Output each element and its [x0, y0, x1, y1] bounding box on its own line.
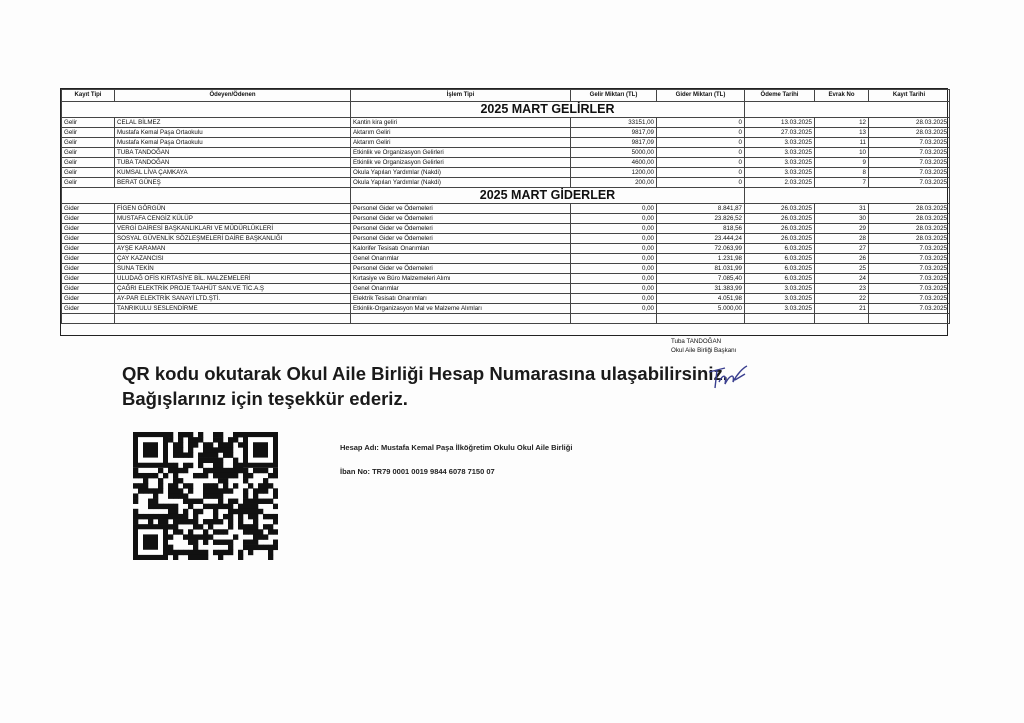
- cell-kind: Personel Gider ve Ödemeleri: [351, 234, 571, 244]
- cell-pay-date: 26.03.2025: [745, 224, 815, 234]
- cell-rec-date: 28.03.2025: [869, 118, 950, 128]
- cell-doc: 8: [815, 168, 869, 178]
- table-row: [62, 118, 950, 128]
- cell-expense: 7.085,40: [657, 274, 745, 284]
- cell-kind: Etkinlik ve Organizasyon Gelirleri: [351, 148, 571, 158]
- cell-doc: 27: [815, 244, 869, 254]
- cell-income: 0,00: [571, 304, 657, 314]
- cell-doc: 12: [815, 118, 869, 128]
- cell-pay-date: 3.03.2025: [745, 168, 815, 178]
- cell-income: 0,00: [571, 284, 657, 294]
- table-row: [62, 284, 950, 294]
- table-row: [62, 274, 950, 284]
- cell-income: 1200,00: [571, 168, 657, 178]
- col-header: Evrak No: [815, 90, 869, 102]
- cell-rec-date: 7.03.2025: [869, 304, 950, 314]
- table-row: [62, 128, 950, 138]
- section-title: 2025 MART GİDERLER: [351, 188, 745, 204]
- blank-cell: [745, 188, 950, 204]
- table-row: [62, 264, 950, 274]
- col-header: Gelir Miktarı (TL): [571, 90, 657, 102]
- qr-message-line2: Bağışlarınız için teşekkür ederiz.: [122, 388, 408, 409]
- cell-type: Gider: [62, 244, 115, 254]
- cell-type: Gider: [62, 274, 115, 284]
- blank-cell: [62, 314, 115, 324]
- cell-doc: 30: [815, 214, 869, 224]
- signer-name: Tuba TANDOĞAN: [671, 338, 722, 345]
- cell-income: 0,00: [571, 224, 657, 234]
- ledger-table-frame: [60, 88, 948, 336]
- cell-payer: Mustafa Kemal Paşa Ortaokulu: [115, 138, 351, 148]
- empty-row: [62, 314, 950, 324]
- cell-income: 33151,00: [571, 118, 657, 128]
- cell-income: 0,00: [571, 274, 657, 284]
- cell-pay-date: 26.03.2025: [745, 214, 815, 224]
- cell-payer: AYŞE KARAMAN: [115, 244, 351, 254]
- account-iban: İban No: TR79 0001 0019 9844 6078 7150 07: [340, 467, 495, 476]
- cell-type: Gider: [62, 284, 115, 294]
- cell-expense: 31.383,99: [657, 284, 745, 294]
- cell-rec-date: 7.03.2025: [869, 294, 950, 304]
- cell-expense: 0: [657, 148, 745, 158]
- cell-kind: Genel Onarımlar: [351, 254, 571, 264]
- cell-payer: TUBA TANDOĞAN: [115, 158, 351, 168]
- cell-expense: 0: [657, 158, 745, 168]
- cell-expense: 818,56: [657, 224, 745, 234]
- cell-doc: 29: [815, 224, 869, 234]
- section-title: 2025 MART GELİRLER: [351, 102, 745, 118]
- qr-code-icon[interactable]: [133, 432, 278, 560]
- cell-income: 0,00: [571, 234, 657, 244]
- qr-message-line1: QR kodu okutarak Okul Aile Birliği Hesap Numarasına ulaşabilirsiniz.: [122, 363, 728, 384]
- cell-income: 200,00: [571, 178, 657, 188]
- cell-rec-date: 7.03.2025: [869, 274, 950, 284]
- cell-pay-date: 26.03.2025: [745, 204, 815, 214]
- cell-pay-date: 3.03.2025: [745, 284, 815, 294]
- cell-rec-date: 7.03.2025: [869, 254, 950, 264]
- cell-expense: 72.063,99: [657, 244, 745, 254]
- cell-payer: MUSTAFA CENGİZ KÜLÜP: [115, 214, 351, 224]
- cell-expense: 5.000,00: [657, 304, 745, 314]
- cell-payer: VERGİ DAİRESİ BAŞKANLIKLARI VE MÜDÜRLÜKLERİ: [115, 224, 351, 234]
- cell-type: Gider: [62, 204, 115, 214]
- cell-rec-date: 7.03.2025: [869, 148, 950, 158]
- table-row: [62, 204, 950, 214]
- qr-message: [122, 361, 728, 411]
- cell-kind: Okula Yapılan Yardımlar (Nakdi): [351, 178, 571, 188]
- cell-type: Gelir: [62, 158, 115, 168]
- cell-rec-date: 7.03.2025: [869, 244, 950, 254]
- cell-kind: Kalorifer Tesisatı Onarımları: [351, 244, 571, 254]
- blank-cell: [657, 314, 745, 324]
- cell-kind: Etkinlik ve Organizasyon Gelirleri: [351, 158, 571, 168]
- cell-doc: 13: [815, 128, 869, 138]
- cell-type: Gider: [62, 254, 115, 264]
- cell-pay-date: 26.03.2025: [745, 234, 815, 244]
- cell-kind: Personel Gider ve Ödemeleri: [351, 214, 571, 224]
- cell-expense: 1.231,98: [657, 254, 745, 264]
- header-row: [62, 90, 950, 102]
- cell-expense: 0: [657, 128, 745, 138]
- table-row: [62, 234, 950, 244]
- cell-doc: 24: [815, 274, 869, 284]
- cell-income: 5000,00: [571, 148, 657, 158]
- account-name: Hesap Adı: Mustafa Kemal Paşa İlköğretim Okulu Okul Aile Birliği: [340, 443, 573, 452]
- col-header: İşlem Tipi: [351, 90, 571, 102]
- cell-kind: Aktarım Geliri: [351, 128, 571, 138]
- ledger-table: [61, 89, 950, 324]
- cell-pay-date: 3.03.2025: [745, 158, 815, 168]
- cell-kind: Genel Onarımlar: [351, 284, 571, 294]
- cell-type: Gider: [62, 234, 115, 244]
- cell-pay-date: 6.03.2025: [745, 274, 815, 284]
- cell-doc: 22: [815, 294, 869, 304]
- cell-doc: 9: [815, 158, 869, 168]
- cell-type: Gider: [62, 304, 115, 314]
- cell-pay-date: 3.03.2025: [745, 138, 815, 148]
- cell-doc: 11: [815, 138, 869, 148]
- cell-type: Gelir: [62, 178, 115, 188]
- cell-income: 9817,09: [571, 128, 657, 138]
- table-row: [62, 304, 950, 314]
- cell-payer: SOSYAL GÜVENLİK SÖZLEŞMELERİ DAİRE BAŞKANLIĞI: [115, 234, 351, 244]
- cell-payer: KUMSAL LİVA ÇAMKAYA: [115, 168, 351, 178]
- cell-income: 0,00: [571, 214, 657, 224]
- cell-type: Gelir: [62, 118, 115, 128]
- cell-type: Gider: [62, 264, 115, 274]
- cell-expense: 0: [657, 168, 745, 178]
- cell-doc: 23: [815, 284, 869, 294]
- cell-kind: Okula Yapılan Yardımlar (Nakdi): [351, 168, 571, 178]
- col-header: Ödeme Tarihi: [745, 90, 815, 102]
- table-row: [62, 158, 950, 168]
- cell-expense: 0: [657, 178, 745, 188]
- cell-expense: 23.444,24: [657, 234, 745, 244]
- cell-payer: SUNA TEKİN: [115, 264, 351, 274]
- cell-rec-date: 28.03.2025: [869, 234, 950, 244]
- table-row: [62, 148, 950, 158]
- table-row: [62, 244, 950, 254]
- blank-cell: [745, 102, 950, 118]
- cell-income: 4600,00: [571, 158, 657, 168]
- table-row: [62, 138, 950, 148]
- blank-cell: [115, 314, 351, 324]
- cell-doc: 31: [815, 204, 869, 214]
- cell-doc: 10: [815, 148, 869, 158]
- cell-pay-date: 6.03.2025: [745, 264, 815, 274]
- blank-cell: [745, 314, 815, 324]
- blank-cell: [571, 314, 657, 324]
- section-title-row: [62, 188, 950, 204]
- cell-pay-date: 3.03.2025: [745, 294, 815, 304]
- cell-type: Gider: [62, 214, 115, 224]
- cell-expense: 23.826,52: [657, 214, 745, 224]
- cell-rec-date: 7.03.2025: [869, 264, 950, 274]
- blank-cell: [62, 188, 351, 204]
- cell-type: Gelir: [62, 148, 115, 158]
- cell-rec-date: 28.03.2025: [869, 128, 950, 138]
- signature-block: [671, 337, 736, 355]
- cell-kind: Personel Gider ve Ödemeleri: [351, 204, 571, 214]
- cell-pay-date: 6.03.2025: [745, 244, 815, 254]
- cell-kind: Etkinlik-Organizasyon Mal ve Malzeme Alımları: [351, 304, 571, 314]
- blank-cell: [351, 314, 571, 324]
- cell-rec-date: 28.03.2025: [869, 204, 950, 214]
- cell-kind: Personel Gider ve Ödemeleri: [351, 224, 571, 234]
- col-header: Kayıt Tarihi: [869, 90, 950, 102]
- cell-income: 0,00: [571, 294, 657, 304]
- table-row: [62, 294, 950, 304]
- table-row: [62, 214, 950, 224]
- cell-doc: 25: [815, 264, 869, 274]
- cell-income: 9817,09: [571, 138, 657, 148]
- section-title-row: [62, 102, 950, 118]
- col-header: Gider Miktarı (TL): [657, 90, 745, 102]
- cell-type: Gelir: [62, 138, 115, 148]
- cell-doc: 28: [815, 234, 869, 244]
- cell-payer: ULUDAĞ OFİS KIRTASİYE BİL. MALZEMELERİ: [115, 274, 351, 284]
- cell-rec-date: 7.03.2025: [869, 158, 950, 168]
- blank-cell: [869, 314, 950, 324]
- table-row: [62, 224, 950, 234]
- cell-expense: 0: [657, 138, 745, 148]
- cell-rec-date: 28.03.2025: [869, 214, 950, 224]
- col-header: Ödeyen/Ödenen: [115, 90, 351, 102]
- cell-payer: Mustafa Kemal Paşa Ortaokulu: [115, 128, 351, 138]
- cell-payer: ÇAY KAZANCISI: [115, 254, 351, 264]
- cell-doc: 26: [815, 254, 869, 264]
- cell-pay-date: 13.03.2025: [745, 118, 815, 128]
- cell-kind: Kırtasiye ve Büro Malzemeleri Alımı: [351, 274, 571, 284]
- col-header: Kayıt Tipi: [62, 90, 115, 102]
- cell-income: 0,00: [571, 264, 657, 274]
- cell-doc: 7: [815, 178, 869, 188]
- cell-kind: Elektrik Tesisatı Onarımları: [351, 294, 571, 304]
- cell-rec-date: 28.03.2025: [869, 224, 950, 234]
- cell-expense: 0: [657, 118, 745, 128]
- ledger-body: [62, 102, 950, 324]
- cell-pay-date: 3.03.2025: [745, 304, 815, 314]
- cell-rec-date: 7.03.2025: [869, 168, 950, 178]
- signature-scribble: [705, 362, 751, 392]
- cell-rec-date: 7.03.2025: [869, 284, 950, 294]
- cell-income: 0,00: [571, 244, 657, 254]
- cell-expense: 81.031,99: [657, 264, 745, 274]
- table-row: [62, 254, 950, 264]
- cell-rec-date: 7.03.2025: [869, 138, 950, 148]
- cell-kind: Kantin kira geliri: [351, 118, 571, 128]
- cell-payer: BERAT GÜNEŞ: [115, 178, 351, 188]
- cell-type: Gelir: [62, 128, 115, 138]
- cell-payer: TANRIKULU SESLENDİRME: [115, 304, 351, 314]
- cell-pay-date: 27.03.2025: [745, 128, 815, 138]
- cell-type: Gider: [62, 294, 115, 304]
- cell-expense: 8.841,87: [657, 204, 745, 214]
- cell-kind: Personel Gider ve Ödemeleri: [351, 264, 571, 274]
- cell-pay-date: 6.03.2025: [745, 254, 815, 264]
- cell-payer: FİGEN GÖRGÜN: [115, 204, 351, 214]
- blank-cell: [815, 314, 869, 324]
- cell-payer: ÇAĞRI ELEKTRİK PROJE TAAHÜT SAN.VE TİC.A.Ş: [115, 284, 351, 294]
- cell-payer: TUBA TANDOĞAN: [115, 148, 351, 158]
- table-row: [62, 168, 950, 178]
- cell-kind: Aktarım Geliri: [351, 138, 571, 148]
- signer-title: Okul Aile Birliği Başkanı: [671, 347, 737, 354]
- cell-type: Gider: [62, 224, 115, 234]
- cell-income: 0,00: [571, 204, 657, 214]
- table-row: [62, 178, 950, 188]
- cell-payer: CELAL BİLMEZ: [115, 118, 351, 128]
- cell-pay-date: 2.03.2025: [745, 178, 815, 188]
- cell-rec-date: 7.03.2025: [869, 178, 950, 188]
- cell-payer: AY-PAR ELEKTRİK SANAYİ LTD.ŞTİ.: [115, 294, 351, 304]
- cell-expense: 4.051,98: [657, 294, 745, 304]
- cell-pay-date: 3.03.2025: [745, 148, 815, 158]
- blank-cell: [62, 102, 351, 118]
- cell-doc: 21: [815, 304, 869, 314]
- account-info: [340, 443, 572, 491]
- cell-type: Gelir: [62, 168, 115, 178]
- cell-income: 0,00: [571, 254, 657, 264]
